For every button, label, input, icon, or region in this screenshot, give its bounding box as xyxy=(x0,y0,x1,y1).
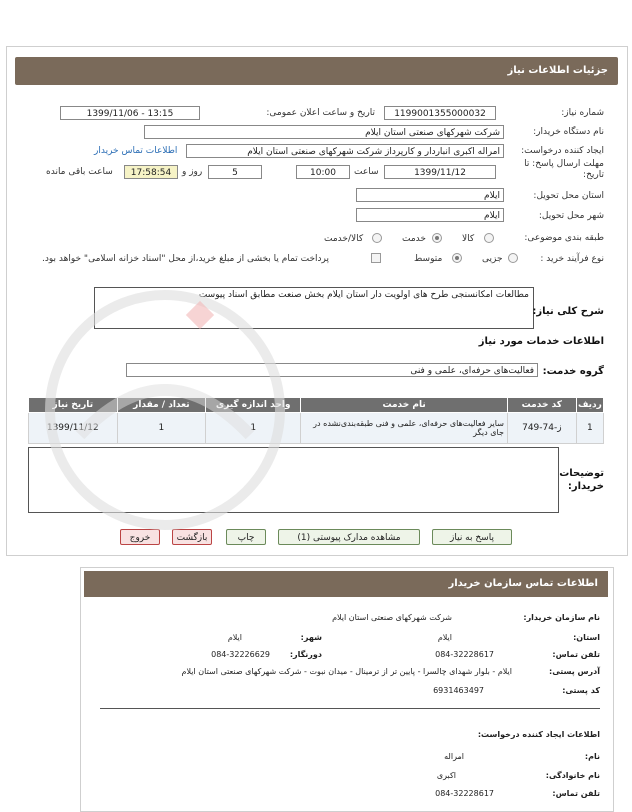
radio-service-label: خدمت xyxy=(402,234,426,244)
radio-goods[interactable] xyxy=(484,233,494,243)
payment-note: پرداخت تمام یا بخشی از مبلغ خرید،از محل "اسناد خزانه اسلامی" خواهد بود. xyxy=(42,254,330,264)
service-group-label: گروه خدمت: xyxy=(542,366,604,377)
buyer-notes-textarea[interactable] xyxy=(28,447,559,513)
description-label: شرح کلی نیاز: xyxy=(532,306,604,317)
radio-medium-label: متوسط xyxy=(414,254,443,264)
category-label: طبقه بندی موضوعی: xyxy=(524,233,604,243)
contact-header: اطلاعات تماس سازمان خریدار xyxy=(84,571,608,597)
col-name: نام خدمت xyxy=(301,398,508,413)
contact-fax-label: دورنگار: xyxy=(289,650,322,659)
contact-phone-value: 084-32228617 xyxy=(435,650,494,659)
exit-button[interactable]: خروج xyxy=(120,529,160,545)
radio-minor-label: جزیی xyxy=(482,254,503,264)
creator-name-label: نام: xyxy=(584,752,600,761)
province-label: استان محل تحویل: xyxy=(533,191,604,201)
creator-phone-label: تلفن تماس: xyxy=(552,789,600,798)
need-number-label: شماره نیاز: xyxy=(561,108,604,118)
deadline-date-field: 1399/11/12 xyxy=(384,165,496,179)
address-value: ایلام - بلوار شهدای چالسرا - پایین تر از ترمینال - میدان نبوت - شرکت شهرکهای صنعتی استان ایلام xyxy=(181,667,512,676)
cell-qty: 1 xyxy=(117,413,206,444)
address-label: آدرس پستی: xyxy=(549,667,600,676)
radio-goods-label: کالا xyxy=(462,234,475,244)
creator-family-value: اکبری xyxy=(436,771,456,780)
print-button[interactable]: چاپ xyxy=(226,529,266,545)
org-value: شرکت شهرکهای صنعتی استان ایلام xyxy=(332,613,452,622)
announce-label: تاریخ و ساعت اعلان عمومی: xyxy=(266,108,375,118)
days-label: روز و xyxy=(182,167,203,177)
contact-fax-value: 084-32226629 xyxy=(211,650,270,659)
radio-medium[interactable] xyxy=(452,253,462,263)
creator-label: ایجاد کننده درخواست: xyxy=(521,146,604,156)
contact-province-value: ایلام xyxy=(437,633,452,642)
days-field: 5 xyxy=(208,165,262,179)
col-row: ردیف xyxy=(576,398,603,413)
radio-service[interactable] xyxy=(432,233,442,243)
remaining-time-field: 17:58:54 xyxy=(124,165,178,179)
buyer-label: نام دستگاه خریدار: xyxy=(533,127,604,137)
creator-info-title: اطلاعات ایجاد کننده درخواست: xyxy=(477,730,600,739)
postal-value: 6931463497 xyxy=(433,686,484,695)
org-label: نام سازمان خریدار: xyxy=(523,613,600,622)
postal-label: کد پستی: xyxy=(562,686,600,695)
contact-divider xyxy=(100,708,600,709)
col-qty: تعداد / مقدار xyxy=(117,398,206,413)
creator-field: امراله اکبری انباردار و کارپرداز شرکت شهرکهای صنعتی استان ایلام xyxy=(186,144,504,158)
page-header: جزئیات اطلاعات نیاز xyxy=(15,57,618,85)
services-table xyxy=(28,397,604,444)
province-field: ایلام xyxy=(356,188,504,202)
contact-city-label: شهر: xyxy=(300,633,322,642)
back-button[interactable]: بازگشت xyxy=(172,529,212,545)
creator-name-value: امراله xyxy=(444,752,464,761)
radio-minor[interactable] xyxy=(508,253,518,263)
col-unit: واحد اندازه گیری xyxy=(206,398,301,413)
description-textarea[interactable]: مطالعات امکانسنجی طرح های اولویت دار استان ایلام بخش صنعت مطابق اسناد پیوست xyxy=(94,287,534,329)
contact-panel xyxy=(80,567,614,812)
col-date: تاریخ نیاز xyxy=(29,398,118,413)
deadline-time-field: 10:00 xyxy=(296,165,350,179)
cell-date: 1399/11/12 xyxy=(29,413,118,444)
cell-name: سایر فعالیت‌های حرفه‌ای، علمی و فنی طبقه‌بندی‌نشده در جای دیگر xyxy=(301,413,508,444)
attachments-button[interactable]: مشاهده مدارک پیوستی (1) xyxy=(278,529,420,545)
cell-row: 1 xyxy=(576,413,603,444)
remaining-label: ساعت باقی مانده xyxy=(46,167,113,177)
services-title: اطلاعات خدمات مورد نیاز xyxy=(478,336,604,347)
contact-province-label: استان: xyxy=(573,633,600,642)
service-group-field: فعالیت‌های حرفه‌ای، علمی و فنی xyxy=(126,363,538,377)
buyer-contact-link[interactable]: اطلاعات تماس خریدار xyxy=(94,146,178,156)
creator-family-label: نام خانوادگی: xyxy=(545,771,600,780)
deadline-label: مهلت ارسال پاسخ: تا تاریخ: xyxy=(524,159,604,180)
process-label: نوع فرآیند خرید : xyxy=(540,254,604,264)
reply-button[interactable]: پاسخ به نیاز xyxy=(432,529,512,545)
contact-city-value: ایلام xyxy=(227,633,242,642)
treasury-checkbox[interactable] xyxy=(371,253,381,263)
time-label: ساعت xyxy=(354,167,379,177)
city-field: ایلام xyxy=(356,208,504,222)
contact-phone-label: تلفن تماس: xyxy=(552,650,600,659)
announce-field: 1399/11/06 - 13:15 xyxy=(60,106,200,120)
cell-unit: 1 xyxy=(206,413,301,444)
buyer-field: شرکت شهرکهای صنعتی استان ایلام xyxy=(144,125,504,139)
city-label: شهر محل تحویل: xyxy=(538,211,604,221)
buyer-notes-label: توضیحات خریدار: xyxy=(559,468,604,492)
col-code: کد خدمت xyxy=(507,398,576,413)
creator-phone-value: 084-32228617 xyxy=(435,789,494,798)
radio-goods-service[interactable] xyxy=(372,233,382,243)
table-row xyxy=(29,413,604,444)
need-number-field: 1199001355000032 xyxy=(384,106,496,120)
radio-goods-service-label: کالا/خدمت xyxy=(324,234,364,244)
cell-code: ز-74-749 xyxy=(507,413,576,444)
